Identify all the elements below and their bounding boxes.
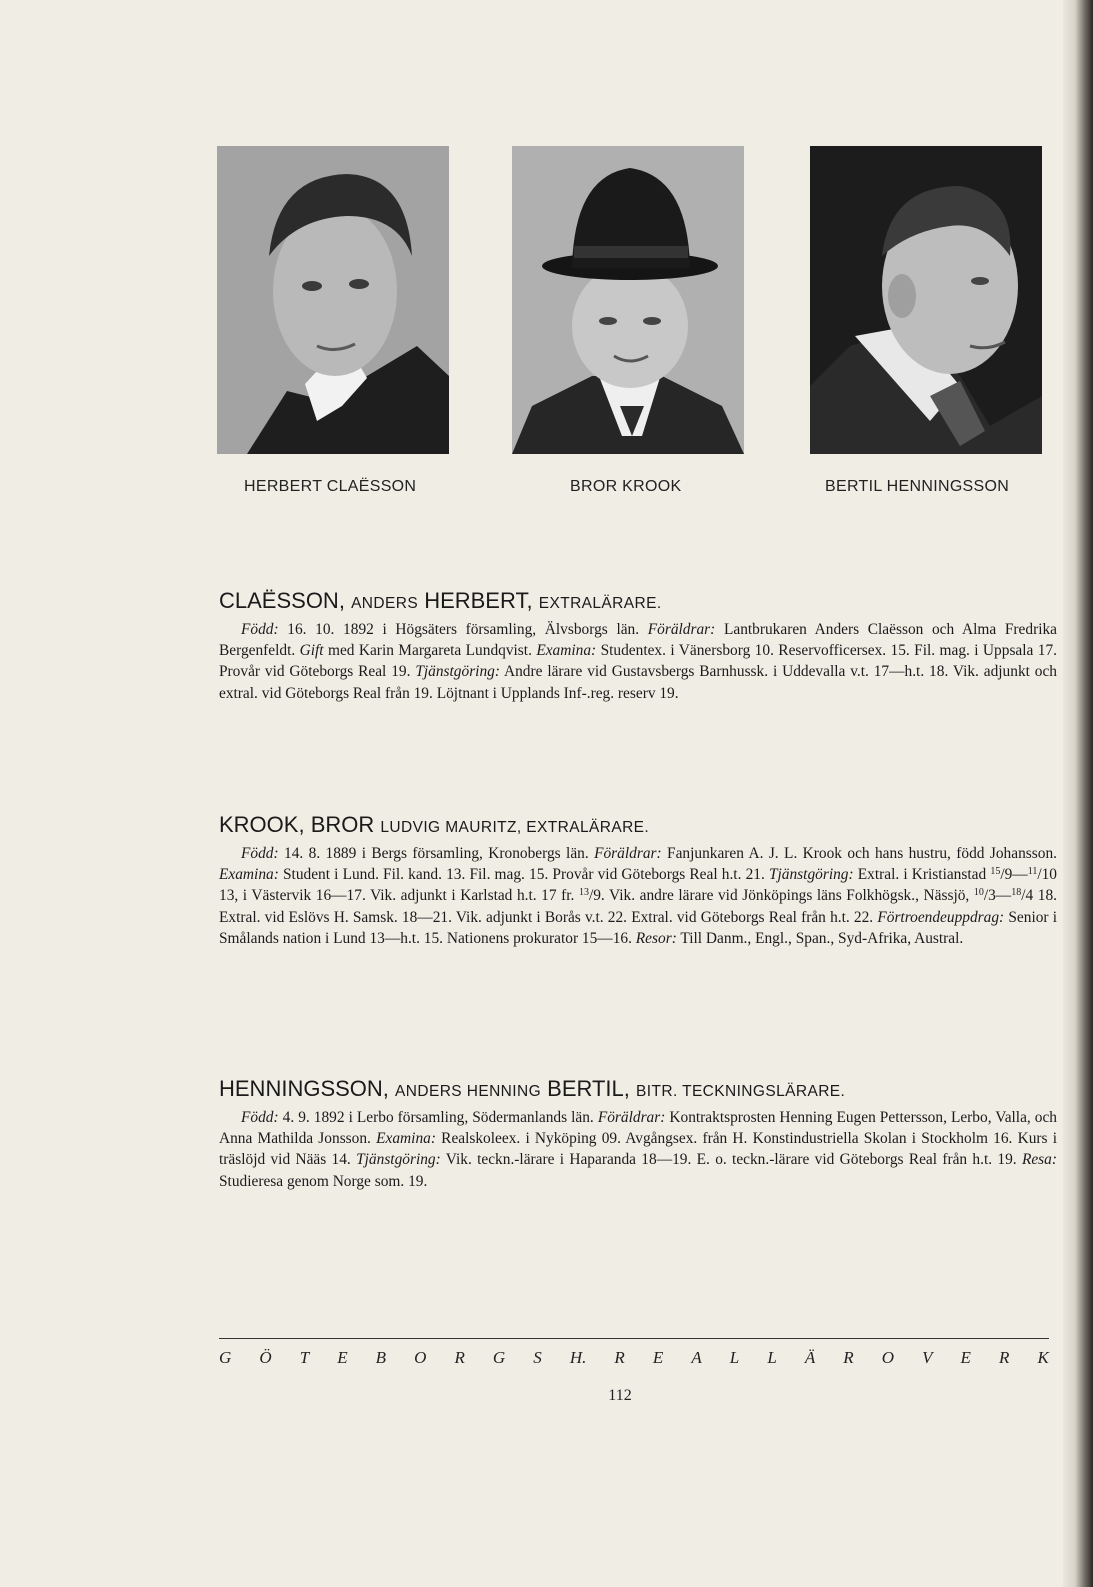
entry-given-small: ANDERS — [351, 595, 419, 612]
body-text: Lantbrukaren Anders Claësson och Alma Fredrika Bergenfeldt. — [219, 621, 1057, 660]
field-label: Examina: — [376, 1130, 436, 1148]
body-text: /9. Vik. andre lärare vid Jönköpings läns Folkhögsk., Nässjö, — [588, 887, 974, 905]
field-label: Föräldrar: — [647, 621, 716, 638]
footer-letter: R — [843, 1348, 854, 1367]
body-text: Extral. i Kristianstad — [853, 866, 991, 884]
entry-given-large: BROR — [310, 812, 375, 837]
footer-letter: E — [337, 1348, 348, 1367]
footer-letter: R — [614, 1348, 625, 1367]
body-text: Andre lärare vid Gustavsbergs Barnhussk. i Uddevalla v.t. 17—h.t. 18. Vik. adjunkt och extral. vid Göteborgs Real från 19. Löjtnant i Upplands Inf-.reg. reserv 19. — [219, 663, 1057, 702]
footer-letter: H. — [569, 1348, 587, 1367]
footer-letter: T — [299, 1348, 310, 1367]
entry-title: EXTRALÄRARE. — [538, 595, 662, 612]
body-text: Student i Lund. Fil. kand. 13. Fil. mag. 15. Provår vid Göteborgs Real h.t. 21. — [278, 866, 769, 884]
field-label: Född: — [241, 845, 279, 862]
body-text: /4 18. Extral. vid Eslövs H. Samsk. 18—21. Vik. adjunkt i Borås v.t. 22. Extral. vid Göteborgs Real från h.t. 22. — [219, 887, 1057, 926]
footer-letter: L — [767, 1348, 777, 1367]
body-text: Senior i Smålands nation i Lund 13—h.t. 15. Nationens prokurator 15—16. — [219, 908, 1057, 947]
footer-letter: S — [533, 1348, 542, 1367]
caption-krook: BROR KROOK — [570, 478, 682, 495]
page-edge — [1063, 0, 1093, 1587]
body-text: 4. 9. 1892 i Lerbo församling, Södermanlands län. — [278, 1109, 598, 1126]
footer-letter: K — [1037, 1348, 1049, 1367]
entry-heading — [219, 812, 1057, 838]
caption-henningsson: BERTIL HENNINGSSON — [825, 478, 1010, 495]
body-text: Kontraktsprosten Henning Eugen Pettersson, Lerbo, Valla, och Anna Mathilda Jonsson. — [219, 1109, 1057, 1148]
entry-henningsson — [219, 1076, 1057, 1192]
footer-title — [219, 1348, 1049, 1368]
body-text: /3— — [983, 887, 1012, 905]
entry-title: LUDVIG MAURITZ, EXTRALÄRARE. — [380, 819, 650, 836]
body-text: 16. 10. 1892 i Högsäters församling, Älvsborgs län. — [278, 621, 648, 638]
date-superscript: 18 — [1011, 887, 1022, 899]
footer-letter: L — [729, 1348, 740, 1367]
footer-letter: Ä — [804, 1348, 816, 1367]
body-text: /9— — [1000, 866, 1028, 884]
page-number: 112 — [608, 1387, 632, 1404]
field-label: Tjänstgöring: — [768, 866, 854, 884]
body-text: med Karin Margareta Lundqvist. — [323, 642, 537, 660]
field-label: Född: — [241, 621, 279, 638]
footer-letter: R — [999, 1348, 1010, 1367]
footer-letter: B — [375, 1348, 387, 1367]
date-superscript: 10 — [973, 887, 984, 899]
body-text: Fanjunkaren A. J. L. Krook och hans hustru, född Johansson. — [661, 845, 1057, 862]
field-label: Tjänstgöring: — [356, 1151, 441, 1169]
footer-letter: Ö — [259, 1348, 272, 1367]
field-label: Resa: — [1021, 1151, 1057, 1169]
footer-letter: E — [960, 1348, 971, 1367]
date-superscript: 11 — [1027, 866, 1038, 878]
entry-heading — [219, 588, 1057, 614]
footer-letter: O — [881, 1348, 895, 1367]
field-label: Föräldrar: — [597, 1109, 666, 1126]
entry-body — [219, 1107, 1057, 1192]
entry-body — [219, 619, 1057, 704]
field-label: Förtroendeuppdrag: — [877, 908, 1005, 926]
body-text: Till Danm., Engl., Span., Syd-Afrika, Austral. — [676, 929, 964, 947]
entry-given-small: ANDERS HENNING — [395, 1083, 542, 1100]
field-label: Föräldrar: — [594, 845, 662, 862]
footer-letter: A — [691, 1348, 702, 1367]
body-text: Vik. teckn.-lärare i Haparanda 18—19. E. o. teckn.-lärare vid Göteborgs Real från h.t. 19. — [440, 1151, 1022, 1169]
footer-letter: E — [652, 1348, 664, 1367]
body-text: Realskoleex. i Nyköping 09. Avgångsex. från H. Konstindustriella Skolan i Stockholm 16. Kurs i träslöjd vid Nääs 14. — [219, 1130, 1057, 1169]
portrait-photo-claesson — [217, 146, 449, 454]
entry-title: BITR. TECKNINGSLÄRARE. — [636, 1083, 846, 1100]
field-label: Född: — [241, 1109, 279, 1126]
field-label: Gift — [299, 642, 324, 660]
field-label: Examina: — [536, 642, 597, 660]
caption-claesson: HERBERT CLAËSSON — [244, 478, 417, 495]
entry-body — [219, 843, 1057, 949]
body-text: 14. 8. 1889 i Bergs församling, Kronobergs län. — [278, 845, 595, 862]
body-text: Studentex. i Vänersborg 10. Reservofficersex. 15. Fil. mag. i Uppsala 17. Provår vid Göteborgs Real 19. — [219, 642, 1058, 681]
footer-letter: O — [414, 1348, 427, 1367]
portrait-photo-henningsson — [810, 146, 1042, 454]
entry-given-large: BERTIL, — [547, 1076, 630, 1101]
footer-letter: V — [922, 1348, 933, 1367]
footer-letter: G — [219, 1348, 232, 1367]
field-label: Resor: — [635, 929, 677, 947]
body-text: /10 13, i Västervik 16—17. Vik. adjunkt i Karlstad h.t. 17 fr. — [219, 866, 1057, 905]
field-label: Examina: — [219, 866, 279, 884]
entry-surname: CLAËSSON, — [219, 588, 345, 613]
footer-rule — [219, 1338, 1049, 1339]
date-superscript: 13 — [578, 887, 589, 899]
entry-surname: HENNINGSSON, — [219, 1076, 389, 1101]
footer-letter: R — [454, 1348, 465, 1367]
portrait-photo-krook — [512, 146, 744, 454]
field-label: Tjänstgöring: — [415, 663, 500, 681]
body-text: Studieresa genom Norge som. 19. — [219, 1172, 428, 1190]
footer-letter: G — [492, 1348, 506, 1367]
entry-heading — [219, 1076, 1057, 1102]
entry-claesson — [219, 588, 1057, 704]
date-superscript: 15 — [990, 866, 1001, 878]
entry-krook — [219, 812, 1057, 949]
entry-given-large: HERBERT, — [424, 588, 533, 613]
entry-surname: KROOK, — [219, 812, 305, 837]
